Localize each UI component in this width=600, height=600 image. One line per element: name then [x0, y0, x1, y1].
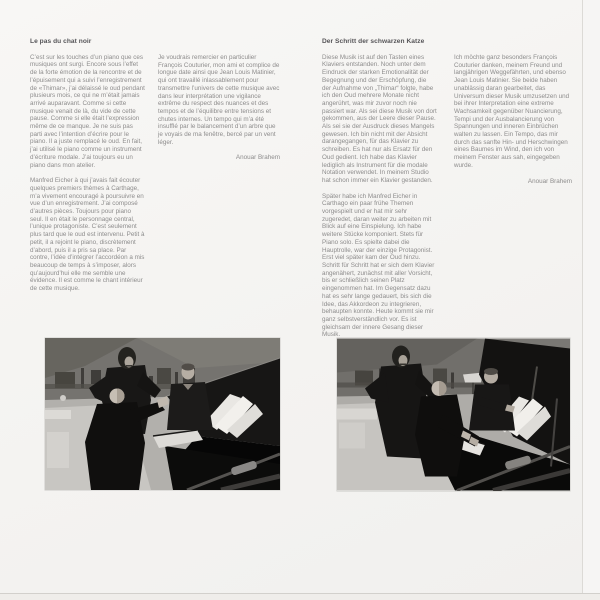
paragraph: Manfred Eicher à qui j’avais fait écouter quelques premiers thèmes à Carthage, m’a vivement encouragé à poursuivre en vue d’un enregistrement. J’ai composé d’autres pièces. Toujours pour piano seul. Il en était le personnage central, l’unique protagoniste. C’est seulement plus tard que le oud est intervenu. Petit à petit, il a rejoint le piano, discrètement d’abord, puis il a pris sa place. Par contre, l’idée d’intégrer l’accordéon a mis beaucoup de temps à s’imposer, alors qu’aujourd’hui elle me semble une évidence. Il est comme le chant intérieur de cette musique.	[30, 177, 145, 293]
page-margin-right	[583, 0, 600, 600]
paragraph: Später habe ich Manfred Eicher in Carthago ein paar frühe Themen vorgespielt und er hat mir sehr zugeredet, daran weiter zu arbeiten mit Blick auf eine Einspielung. Ich habe weitere Stücke komponiert. Stets für Piano solo. Es spielte dabei die Hauptrolle, war der einzige Protagonist. Erst viel später kam der Oud hinzu. Schritt für Schritt hat er sich dem Klavier angenähert, zunächst mit aller Vorsicht, bis er schließlich seinen Platz eingenommen hat. Im Gegensatz dazu hat es sehr lange gedauert, bis sich die Idee, das Akkordeon zu integrieren, behaupten konnte. Heute kommt sie mir ganz selbstverständlich vor. Es ist gleichsam der innere Gesang dieser Musik.	[322, 192, 435, 339]
french-column-1	[30, 38, 146, 301]
german-title: Der Schritt der schwarzen Katze	[322, 38, 425, 45]
studio-photo-right	[337, 338, 570, 491]
paragraph: Ich möchte ganz besonders François Couturier danken, meinem Freund und langjährigen Weggefährten, und ebenso Jean Louis Matinier. Sie beide haben unablässig daran gearbeitet, das Universum dieser Musik umzusetzen und bei ihrer Interpretation eine extreme Wachsamkeit gegenüber Nuancierung, Tempi und der Ausbalancierung von Spannungen und inneren Einbrüchen walten zu lassen. Ein Tempo, das mir durch das sanfte Hin- und Herschwingen eines Baumes im Wind, den ich von meinem Fenster aus sah, eingegeben wurde.	[454, 54, 570, 169]
studio-scene-illustration	[45, 338, 280, 490]
german-column-2	[454, 54, 572, 193]
paragraph: Diese Musik ist auf den Tasten eines Klaviers entstanden. Noch unter dem Eindruck der starken Emotionalität der Begegnung und der Erschöpfung, die der Aufnahme von „Thimar“ folgte, habe ich den Oud mehrere Monate nicht angerührt, was mir zuvor noch nie passiert war. Als sei diese Musik von dort gekommen, aus der Leere dieser Pause. Als sei sie der Ausdruck dieses Mangels gewesen. Ich bin nicht mit der Absicht darangegangen, für das Klavier zu schreiben. Es hat nur als Ersatz für den Oud gedient. Ich habe das Klavier lediglich als Instrument für die modale Notation verwendet. In meinem Studio hat schon immer ein Klavier gestanden.	[322, 53, 437, 184]
french-title: Le pas du chat noir	[30, 38, 92, 45]
paragraph: Je voudrais remercier en particulier François Couturier, mon ami et complice de longue date ainsi que Jean Louis Matinier, qui ont travaillé inlassablement pour transmettre l’univers de cette musique avec dans leur interprétation une vigilance extrême du respect des nuances et des tempos et de l’équilibre entre tensions et chutes internes. Un tempo qui m’a été insufflé par le balancement d’un arbre que je voyais de ma fenêtre, bercé par un vent léger.	[158, 54, 280, 146]
studio-scene-illustration	[337, 338, 570, 491]
german-column-1	[322, 38, 437, 347]
page-margin-bottom	[0, 594, 600, 600]
french-column-2	[158, 54, 280, 170]
page-edge-right	[582, 0, 583, 600]
studio-photo-left	[45, 338, 280, 490]
author-signature: Anouar Brahem	[235, 154, 280, 162]
page-edge-bottom	[0, 593, 600, 594]
paragraph: C’est sur les touches d’un piano que ces musiques ont surgi. Encore sous l’effet de la forte émotion de la rencontre et de l’épuisement qui a suivi l’enregistrement de «Thimar», j’ai délaissé le oud pendant plusieurs mois, ce qui ne m’était jamais arrivé auparavant. Comme si cette musique venait de là, du vide de cette pause. Comme si elle était l’expression même de ce manque. Je ne suis pas parti avec l’intention d’écrire pour le piano. Il a juste remplacé le oud. En fait, j’ai utilisé le piano comme un instrument d’écriture modale. J’ai toujours eu un piano dans mon atelier.	[30, 53, 145, 169]
author-signature: Anouar Brahem	[527, 177, 572, 185]
